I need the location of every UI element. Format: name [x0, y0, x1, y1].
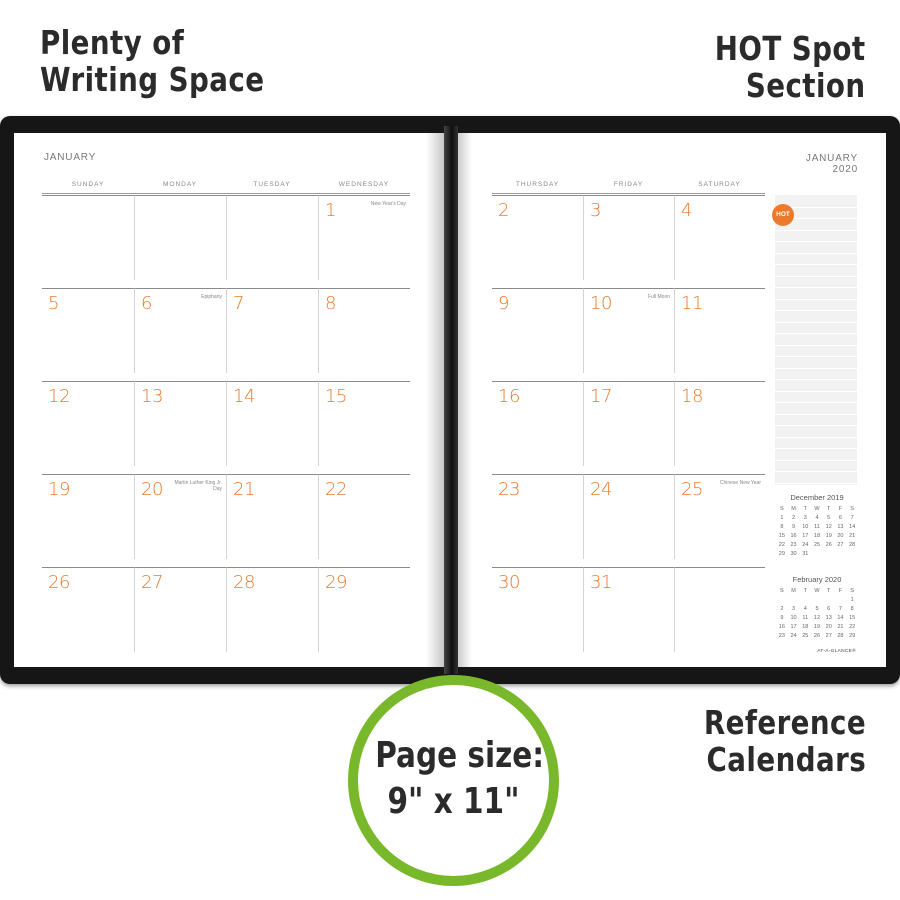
mini-calendar-title: February 2020 [792, 575, 842, 584]
day-number: 30 [498, 572, 520, 593]
mini-day: 4 [815, 515, 819, 521]
day-number: 26 [48, 572, 70, 593]
weekday-header-monday: MONDAY [134, 181, 226, 194]
mini-weekday: F [838, 506, 843, 512]
day-cell [674, 474, 765, 559]
hot-spot-rule [775, 448, 857, 449]
day-number: 8 [325, 293, 336, 314]
holiday-note: Chinese New Year [719, 480, 761, 486]
day-cell [42, 474, 134, 559]
day-number: 16 [498, 386, 520, 407]
planner-right-page [458, 133, 886, 667]
mini-day [788, 596, 800, 605]
mini-day: 27 [837, 542, 844, 548]
day-number: 22 [325, 479, 347, 500]
day-cell [42, 567, 134, 652]
mini-day: 26 [813, 633, 821, 639]
mini-calendar-february [776, 575, 858, 641]
mini-day: 1 [850, 597, 854, 603]
day-cell [226, 195, 318, 280]
right-month-year: 2020 [832, 164, 858, 175]
mini-calendar-weekdays [776, 587, 858, 596]
day-cell [226, 288, 318, 373]
mini-weekday: T [827, 506, 831, 512]
hot-spot-rule [775, 414, 857, 415]
day-cell [674, 567, 765, 652]
mini-day: 14 [837, 615, 844, 621]
hot-spot-rule [775, 345, 857, 346]
mini-day: 21 [837, 624, 844, 630]
hot-spot-rule [775, 230, 857, 231]
mini-day: 4 [803, 606, 807, 612]
mini-weekday: W [814, 506, 820, 512]
mini-day: 26 [825, 542, 832, 548]
hot-spot-section [775, 195, 857, 485]
hot-spot-rule [775, 356, 857, 357]
mini-day: 9 [792, 524, 796, 530]
mini-day [835, 550, 847, 559]
mini-day [811, 596, 823, 605]
hot-spot-rule [775, 241, 857, 242]
mini-weekday: M [791, 588, 796, 594]
hot-spot-rule [775, 322, 857, 323]
hot-spot-rule [775, 333, 857, 334]
day-cell [583, 195, 674, 280]
mini-day: 19 [825, 533, 832, 539]
day-cell [583, 567, 674, 652]
page-gutter-shadow [458, 133, 472, 667]
day-number: 25 [681, 479, 703, 500]
mini-day: 28 [849, 542, 856, 548]
mini-day: 15 [849, 615, 856, 621]
mini-day [846, 550, 858, 559]
day-number: 11 [681, 293, 703, 314]
callout-reference-calendars [704, 704, 866, 778]
holiday-note: Martin Luther King Jr. Day [174, 480, 222, 492]
mini-calendar-weekdays [776, 505, 858, 514]
day-number: 31 [590, 572, 612, 593]
day-number: 24 [590, 479, 612, 500]
hot-spot-rule [775, 310, 857, 311]
mini-weekday: S [850, 506, 854, 512]
day-cell [674, 381, 765, 466]
mini-day: 31 [802, 551, 809, 557]
hot-spot-rule [775, 276, 857, 277]
day-number: 21 [233, 479, 255, 500]
page-size-text [375, 733, 545, 825]
day-cell [226, 381, 318, 466]
mini-day: 11 [802, 615, 809, 621]
day-number: 6 [141, 293, 152, 314]
mini-calendar-days [776, 596, 858, 641]
day-number: 27 [141, 572, 163, 593]
mini-day: 14 [849, 524, 856, 530]
mini-weekday: M [791, 506, 796, 512]
day-number: 20 [141, 479, 163, 500]
holiday-note: Epiphany [201, 294, 222, 300]
day-cell [318, 195, 410, 280]
day-number: 14 [233, 386, 255, 407]
day-number: 7 [233, 293, 244, 314]
hot-spot-rule [775, 368, 857, 369]
hot-spot-rule [775, 471, 857, 472]
mini-day: 6 [838, 515, 842, 521]
day-cell [492, 474, 583, 559]
day-cell [318, 288, 410, 373]
mini-day: 29 [778, 551, 785, 557]
day-number: 3 [590, 200, 601, 221]
mini-day: 2 [780, 606, 784, 612]
day-cell [226, 474, 318, 559]
right-month-name: JANUARY [805, 153, 858, 164]
mini-day [799, 596, 811, 605]
callout-line: Writing Space [40, 60, 265, 99]
day-cell [226, 567, 318, 652]
hot-spot-rule [775, 425, 857, 426]
mini-day: 18 [802, 624, 809, 630]
mini-day: 9 [780, 615, 784, 621]
hot-spot-rule [775, 391, 857, 392]
day-cell [42, 195, 134, 280]
mini-day: 25 [802, 633, 809, 639]
callout-line: Calendars [706, 740, 866, 779]
mini-day: 8 [780, 524, 784, 530]
mini-day: 28 [837, 633, 844, 639]
right-month-label [806, 153, 858, 175]
day-cell [583, 474, 674, 559]
mini-day: 16 [778, 624, 785, 630]
page-size-line: Page size: [375, 735, 545, 776]
mini-day: 15 [778, 533, 785, 539]
mini-day: 17 [790, 624, 797, 630]
mini-day: 25 [813, 542, 821, 548]
page-size-badge [348, 675, 559, 886]
mini-day: 27 [825, 633, 832, 639]
day-number: 13 [141, 386, 163, 407]
mini-day [823, 596, 835, 605]
day-cell [492, 288, 583, 373]
day-cell [134, 474, 226, 559]
mini-calendar-december [776, 493, 858, 559]
mini-day [823, 550, 835, 559]
mini-day: 20 [825, 624, 832, 630]
hot-spot-rule [775, 402, 857, 403]
day-number: 19 [48, 479, 70, 500]
page-gutter-shadow [426, 133, 444, 667]
day-number: 4 [681, 200, 692, 221]
mini-day: 12 [813, 615, 821, 621]
hot-spot-rule [775, 287, 857, 288]
weekday-header-wednesday: WEDNESDAY [318, 181, 410, 194]
callout-line: Reference [703, 703, 866, 742]
mini-weekday: S [780, 506, 784, 512]
weekday-header-saturday: SATURDAY [674, 181, 765, 194]
hot-spot-rule [775, 483, 857, 484]
day-cell [318, 567, 410, 652]
mini-day: 13 [825, 615, 832, 621]
day-number: 5 [48, 293, 59, 314]
holiday-note: New Year's Day [370, 201, 406, 207]
weekday-header-sunday: SUNDAY [42, 181, 134, 194]
mini-day: 10 [802, 524, 809, 530]
mini-calendar-days [776, 514, 858, 559]
callout-line: Section [746, 66, 866, 105]
mini-weekday: S [780, 588, 784, 594]
hot-spot-rule [775, 264, 857, 265]
day-cell [583, 381, 674, 466]
mini-day: 18 [813, 533, 821, 539]
mini-day: 22 [849, 624, 856, 630]
mini-calendar-title: December 2019 [790, 493, 844, 502]
day-number: 15 [325, 386, 347, 407]
day-number: 28 [233, 572, 255, 593]
mini-day: 10 [790, 615, 797, 621]
holiday-note: Full Moon [648, 294, 670, 300]
mini-day: 16 [790, 533, 797, 539]
day-cell [492, 567, 583, 652]
hot-spot-rule [775, 299, 857, 300]
mini-day: 7 [850, 515, 854, 521]
mini-day: 23 [778, 633, 785, 639]
mini-weekday: W [814, 588, 820, 594]
weekday-header-friday: FRIDAY [583, 181, 674, 194]
mini-weekday: T [803, 588, 807, 594]
day-cell [42, 288, 134, 373]
day-number: 9 [498, 293, 509, 314]
day-cell [318, 474, 410, 559]
mini-weekday: T [803, 506, 807, 512]
mini-day: 30 [790, 551, 797, 557]
day-cell [674, 288, 765, 373]
mini-day: 2 [792, 515, 796, 521]
day-cell [134, 288, 226, 373]
callout-line: Plenty of [40, 23, 185, 62]
mini-day: 3 [803, 515, 807, 521]
day-cell [134, 381, 226, 466]
day-number: 12 [48, 386, 70, 407]
day-cell [134, 195, 226, 280]
mini-day: 24 [802, 542, 809, 548]
hot-badge: HOT [772, 204, 794, 226]
mini-day [835, 596, 847, 605]
left-month-label: JANUARY [44, 152, 97, 163]
hot-spot-rule [775, 253, 857, 254]
day-cell [583, 288, 674, 373]
day-number: 10 [590, 293, 612, 314]
day-number: 23 [498, 479, 520, 500]
mini-weekday: S [850, 588, 854, 594]
mini-day: 19 [813, 624, 821, 630]
hot-spot-rule [775, 379, 857, 380]
mini-day: 23 [790, 542, 797, 548]
callout-hot-spot [715, 30, 866, 104]
callout-writing-space [40, 24, 264, 98]
planner-left-page [14, 133, 444, 667]
mini-day: 22 [778, 542, 785, 548]
brand-logo-text: AT-A-GLANCE® [817, 649, 856, 654]
mini-day: 20 [837, 533, 844, 539]
hot-spot-rule [775, 460, 857, 461]
mini-day: 24 [790, 633, 797, 639]
mini-day: 12 [825, 524, 832, 530]
mini-day: 29 [849, 633, 856, 639]
mini-day: 7 [838, 606, 842, 612]
mini-day: 5 [827, 515, 831, 521]
day-cell [674, 195, 765, 280]
planner-spine [444, 126, 458, 674]
day-cell [134, 567, 226, 652]
mini-day: 6 [827, 606, 831, 612]
mini-day: 3 [792, 606, 796, 612]
mini-day: 5 [815, 606, 819, 612]
hot-spot-rule [775, 437, 857, 438]
page-size-line: 9" x 11" [387, 781, 520, 822]
day-cell [492, 381, 583, 466]
mini-day: 11 [814, 524, 820, 530]
day-number: 18 [681, 386, 703, 407]
weekday-header-tuesday: TUESDAY [226, 181, 318, 194]
callout-line: HOT Spot [715, 29, 866, 68]
day-number: 17 [590, 386, 612, 407]
day-cell [42, 381, 134, 466]
day-number: 29 [325, 572, 347, 593]
mini-day: 13 [837, 524, 844, 530]
day-cell [318, 381, 410, 466]
mini-weekday: T [827, 588, 831, 594]
mini-weekday: F [838, 588, 843, 594]
weekday-header-thursday: THURSDAY [492, 181, 583, 194]
mini-day: 17 [802, 533, 809, 539]
mini-day: 1 [780, 515, 784, 521]
mini-day: 21 [849, 533, 856, 539]
mini-day [811, 550, 823, 559]
mini-day [776, 596, 788, 605]
day-cell [492, 195, 583, 280]
mini-day: 8 [850, 606, 854, 612]
day-number: 2 [498, 200, 509, 221]
day-number: 1 [325, 200, 336, 221]
